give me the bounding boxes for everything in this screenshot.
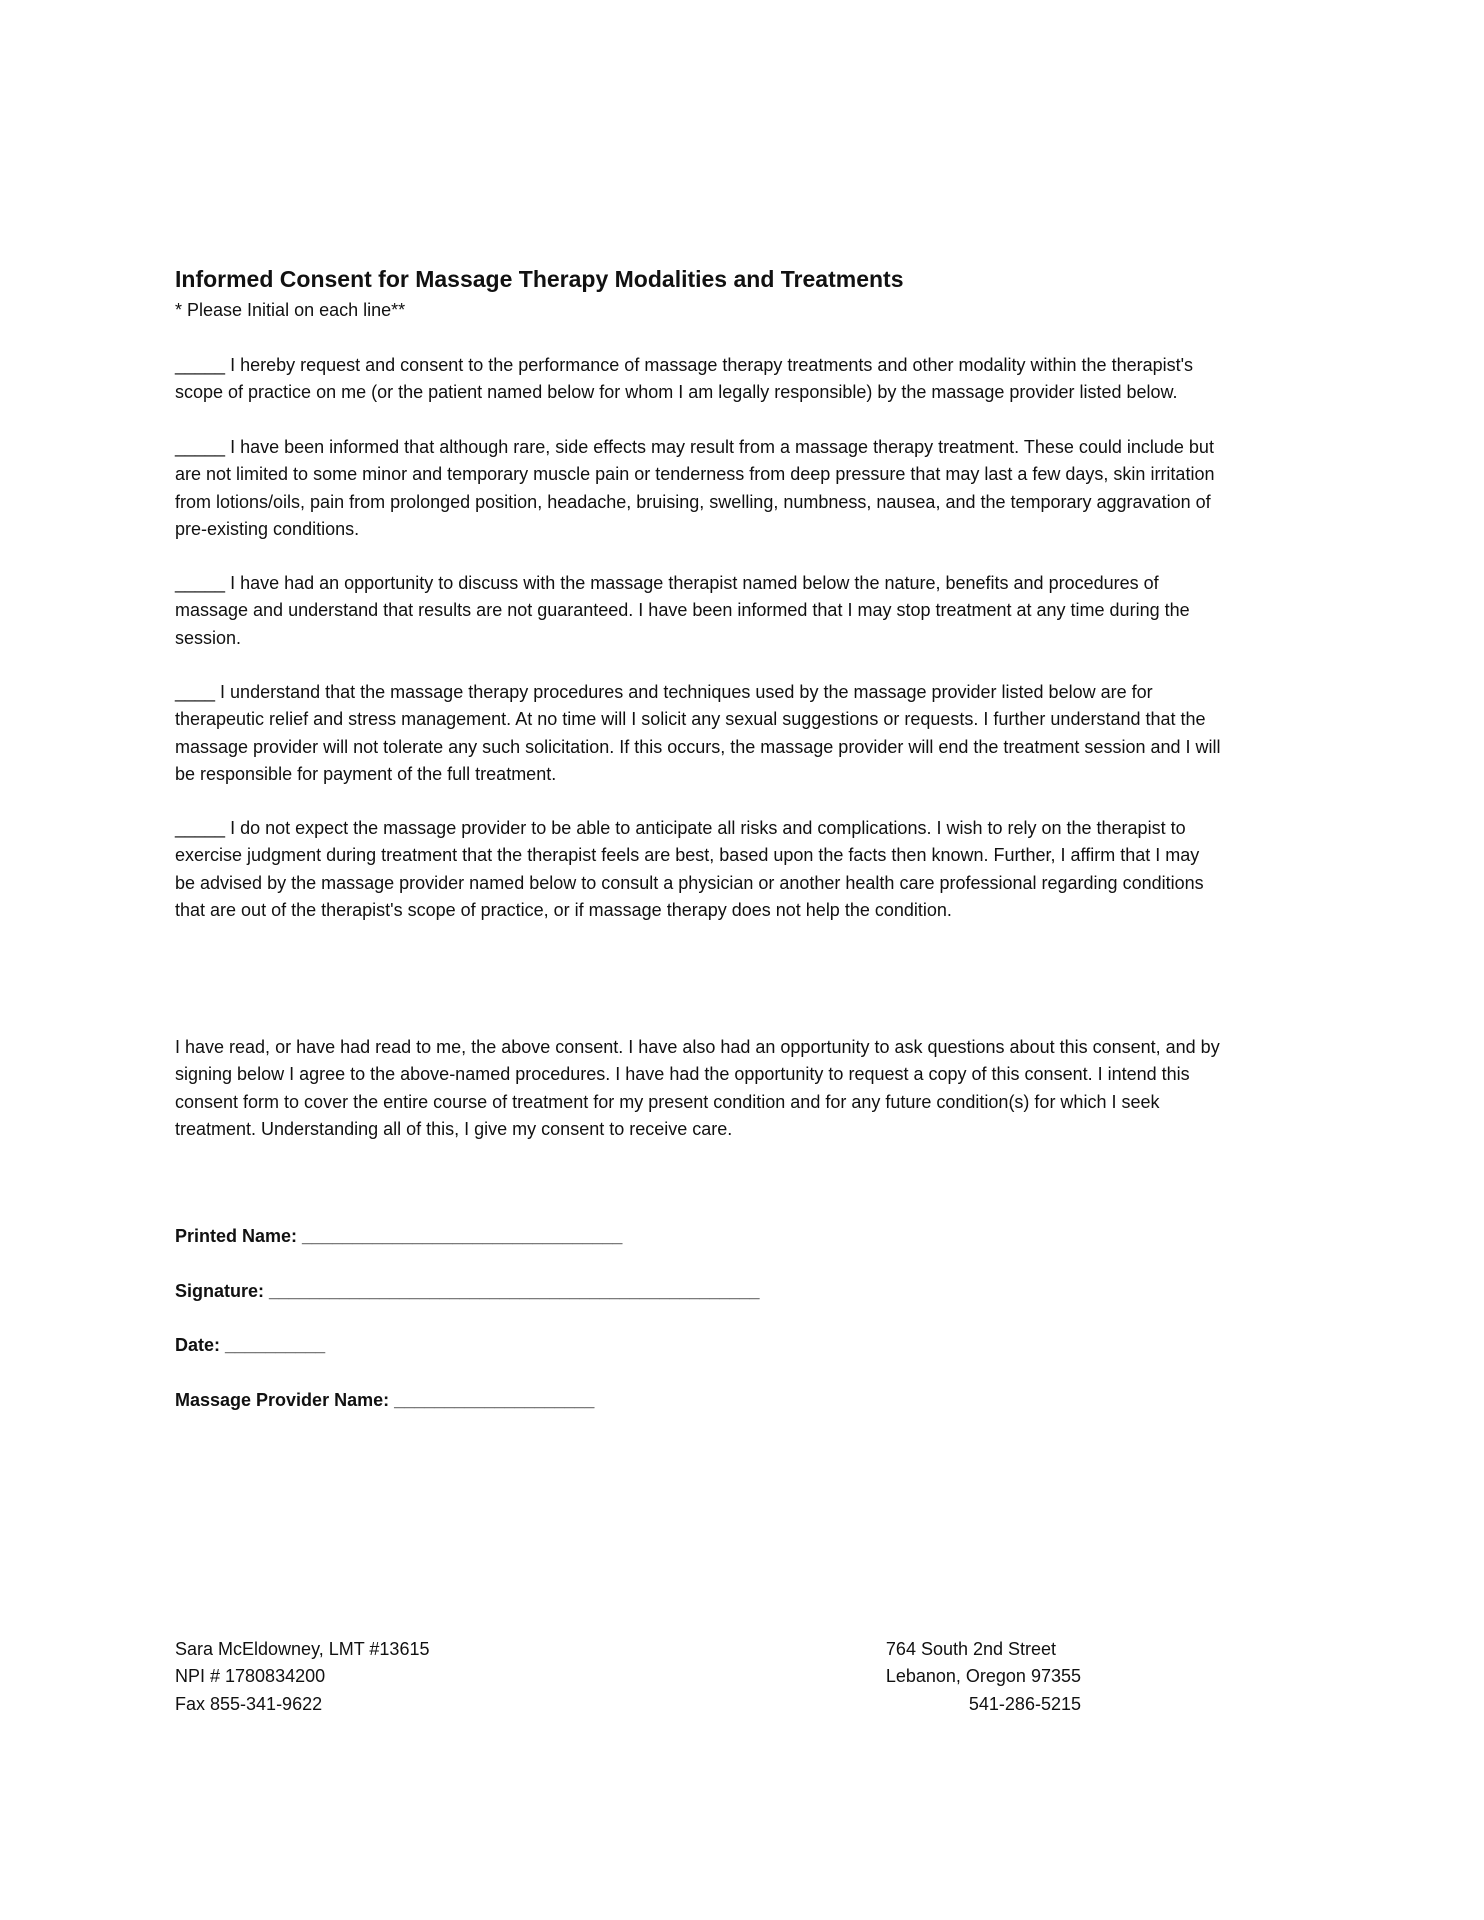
printed-name-blank[interactable]: ________________________________ bbox=[302, 1226, 623, 1246]
provider-name-label: Massage Provider Name: bbox=[175, 1390, 390, 1410]
footer-address bbox=[855, 1636, 1081, 1718]
consent-paragraph-side-effects: _____ I have been informed that although rare, side effects may result from a massage therapy treatment. These could include but are not limited to some minor and temporary muscle pain or tenderness from deep pressure that may last a few days, skin irritation from lotions/oils, pain from prolonged position, headache, bruising, swelling, numbness, nausea, and the temporary aggravation of pre-existing conditions. bbox=[175, 437, 1215, 539]
provider-fax: Fax 855-341-9622 bbox=[175, 1693, 323, 1714]
initial-blank[interactable]: ____ bbox=[175, 682, 216, 702]
date-label: Date: bbox=[175, 1335, 221, 1355]
address-street: 764 South 2nd Street bbox=[885, 1639, 1057, 1659]
consent-paragraph-request: _____ I hereby request and consent to the performance of massage therapy treatments and other modality within the therapist's scope of practice on me (or the patient named below for whom I am legally responsible) by the massage provider listed below. bbox=[175, 355, 1194, 403]
date-blank[interactable]: __________ bbox=[225, 1335, 326, 1355]
initial-blank[interactable]: _____ bbox=[175, 355, 226, 375]
document-title: Informed Consent for Massage Therapy Modalities and Treatments bbox=[175, 266, 904, 292]
signature-label: Signature: bbox=[175, 1281, 265, 1301]
consent-paragraph-discussion: _____ I have had an opportunity to discuss with the massage therapist named below the nature, benefits and procedures of massage and understand that results are not guaranteed. I have been informed that I may stop treatment at any time during the session. bbox=[175, 573, 1190, 648]
consent-paragraph-conduct: ____ I understand that the massage therapy procedures and techniques used by the massage provider listed below are for therapeutic relief and stress management. At no time will I solicit any sexual suggestions or requests. I further understand that the massage provider will not tolerate any such solicitation. If this occurs, the massage provider will end the treatment session and I will be responsible for payment of the full treatment. bbox=[175, 682, 1221, 784]
address-phone: 541-286-5215 bbox=[968, 1693, 1081, 1714]
signature-blank[interactable]: _________________________________________________ bbox=[269, 1281, 760, 1301]
initial-blank[interactable]: _____ bbox=[175, 437, 226, 457]
signature-field bbox=[175, 1281, 760, 1302]
initial-blank[interactable]: _____ bbox=[175, 818, 226, 838]
acknowledgement-paragraph: I have read, or have had read to me, the above consent. I have also had an opportunity to ask questions about this consent, and by signing below I agree to the above-named procedures. I have had the opportunity to request a copy of this consent. I intend this consent form to cover the entire course of treatment for my present condition and for any future condition(s) for which I seek treatment. Understanding all of this, I give my consent to receive care. bbox=[175, 1037, 1220, 1139]
provider-npi: NPI # 1780834200 bbox=[175, 1666, 326, 1687]
provider-name-field bbox=[175, 1390, 594, 1411]
provider-license: Sara McEldowney, LMT #13615 bbox=[175, 1639, 430, 1659]
initial-blank[interactable]: _____ bbox=[175, 573, 226, 593]
address-city: Lebanon, Oregon 97355 bbox=[885, 1666, 1081, 1687]
date-field bbox=[175, 1335, 325, 1356]
consent-paragraph-risks: _____ I do not expect the massage provider to be able to anticipate all risks and complications. I wish to rely on the therapist to exercise judgment during treatment that the therapist feels are best, based upon the facts then known. Further, I affirm that I may be advised by the massage provider named below to consult a physician or another health care professional regarding conditions that are out of the therapist's scope of practice, or if massage therapy does not help the condition. bbox=[175, 818, 1204, 920]
printed-name-label: Printed Name: bbox=[175, 1226, 298, 1246]
printed-name-field bbox=[175, 1226, 622, 1247]
initial-instruction: * Please Initial on each line** bbox=[175, 300, 406, 320]
footer-provider-info bbox=[175, 1636, 429, 1718]
provider-name-blank[interactable]: ____________________ bbox=[394, 1390, 595, 1410]
